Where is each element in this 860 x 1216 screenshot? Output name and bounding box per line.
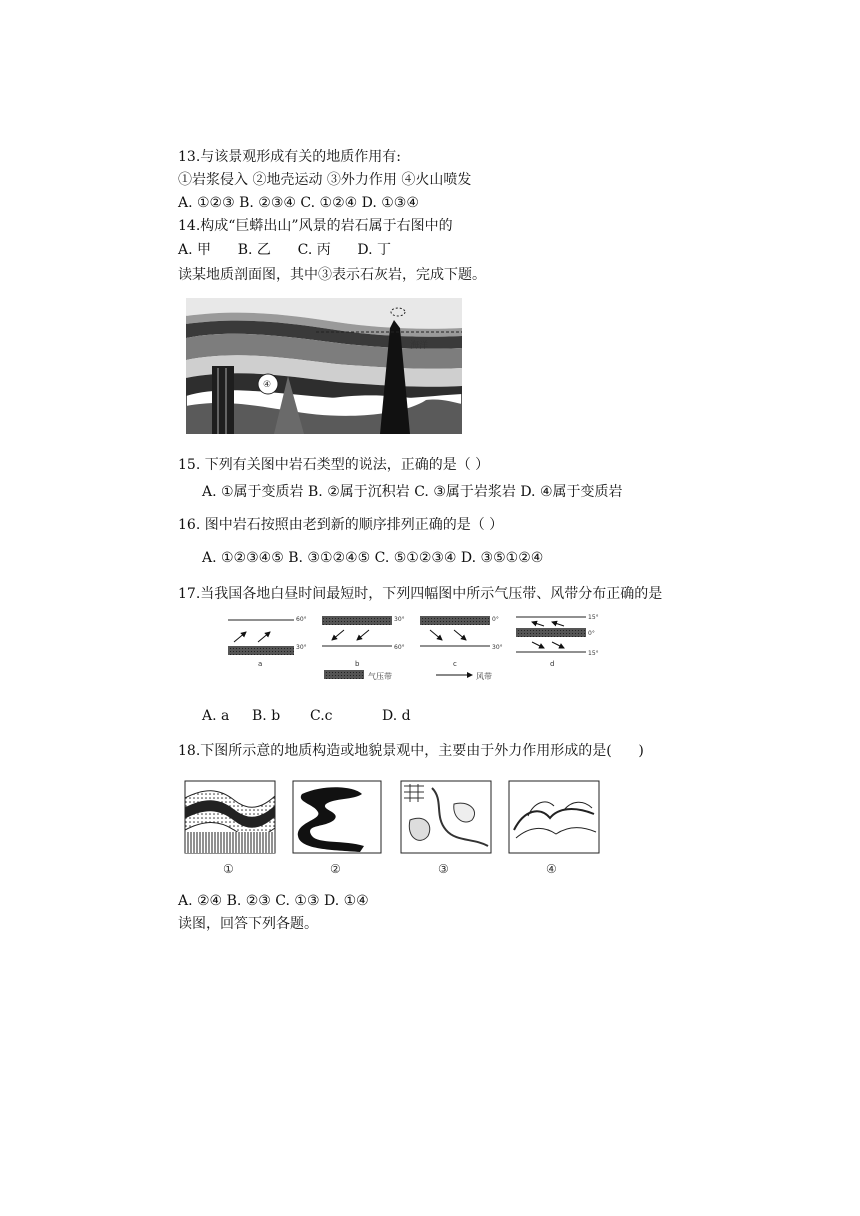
q13-stem: 13.与该景观形成有关的地质作用有: — [178, 149, 401, 165]
fig-label-1: ① — [223, 862, 234, 876]
lat-d-2: 0° — [588, 630, 595, 637]
q17-option-a: A. a — [202, 708, 230, 724]
lat-b-2: 60° — [394, 644, 405, 651]
lat-a-1: 60° — [296, 616, 307, 623]
lat-b-1: 30° — [394, 616, 405, 623]
q16-stem: 16. 图中岩石按照由老到新的顺序排列正确的是（ ） — [178, 517, 504, 533]
q14-stem: 14.构成“巨蟒出山”风景的岩石属于右图中的 — [178, 218, 453, 234]
lat-d-1: 15° — [588, 614, 599, 621]
geologic-profile-figure — [186, 298, 462, 434]
q17-option-b: B. b — [252, 708, 281, 724]
pressure-wind-belts-figure — [224, 612, 614, 692]
q13-options: A. ①②③ B. ②③④ C. ①②④ D. ①③④ — [178, 195, 419, 211]
landform-figures — [184, 780, 604, 854]
panel-letter-c: c — [453, 660, 457, 668]
q18-options: A. ②④ B. ②③ C. ①③ D. ①④ — [178, 893, 369, 909]
profile-number-label: ④ — [263, 380, 272, 390]
legend-wind-belt: 风带 — [476, 672, 492, 681]
q17-option-d: D. d — [382, 708, 411, 724]
q16-options: A. ①②③④⑤ B. ③①②④⑤ C. ⑤①②③④ D. ③⑤①②④ — [202, 550, 544, 566]
panel-letter-b: b — [355, 660, 360, 668]
fig-label-2: ② — [330, 862, 341, 876]
q17-option-c: C.c — [310, 708, 333, 724]
q15-stem: 15. 下列有关图中岩石类型的说法，正确的是（ ） — [178, 457, 490, 473]
closing-instruction: 读图，回答下列各题。 — [178, 916, 318, 932]
q14-options: A. 甲 B. 乙 C. 丙 D. 丁 — [178, 242, 392, 258]
legend-pressure-belt: 气压带 — [368, 672, 392, 681]
q18-stem: 18.下图所示意的地质构造或地貌景观中，主要由于外力作用形成的是( ) — [178, 743, 644, 759]
q13-items: ①岩浆侵入 ②地壳运动 ③外力作用 ④火山喷发 — [178, 172, 472, 188]
q15-options: A. ①属于变质岩 B. ②属于沉积岩 C. ③属于岩浆岩 D. ④属于变质岩 — [202, 484, 623, 500]
fig-label-3: ③ — [438, 862, 449, 876]
fig-label-4: ④ — [546, 862, 557, 876]
profile-intro: 读某地质剖面图，其中③表示石灰岩，完成下题。 — [178, 267, 486, 283]
lat-d-3: 15° — [588, 650, 599, 657]
ocean-label: 海洋 — [410, 341, 429, 351]
q17-stem: 17.当我国各地白昼时间最短时，下列四幅图中所示气压带、风带分布正确的是 — [178, 586, 663, 602]
lat-c-1: 0° — [492, 616, 499, 623]
lat-a-2: 30° — [296, 644, 307, 651]
panel-letter-d: d — [550, 660, 555, 668]
panel-letter-a: a — [258, 660, 263, 668]
lat-c-2: 30° — [492, 644, 503, 651]
